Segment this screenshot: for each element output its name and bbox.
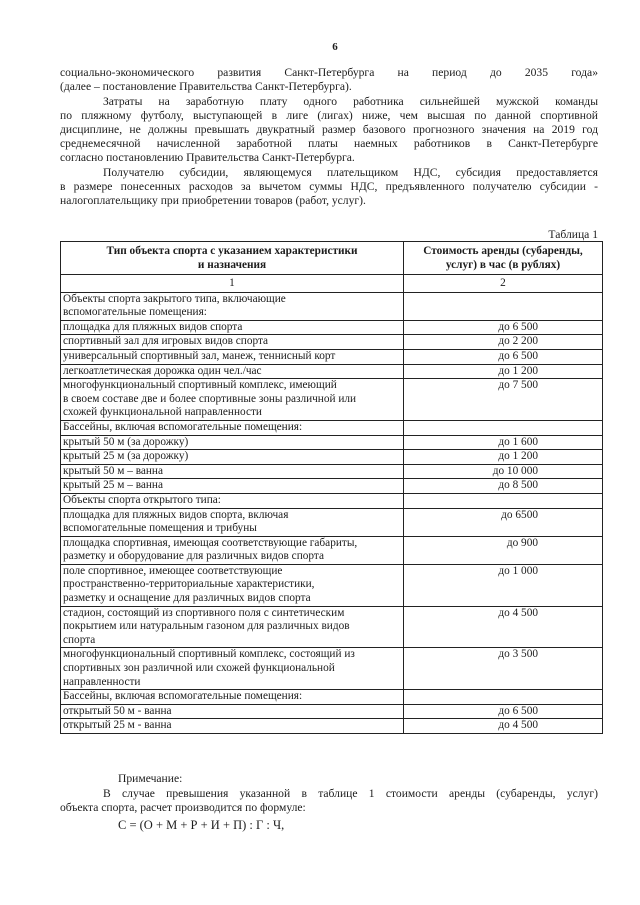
- object-type-line: спортивных зон различной или схожей функциональной: [63, 662, 335, 675]
- table-caption: Таблица 1: [548, 228, 598, 241]
- table-row: [61, 364, 603, 379]
- object-type-line: площадка спортивная, имеющая соответствующие габариты,: [63, 536, 358, 549]
- object-type-line: Объекты спорта закрытого типа, включающие: [63, 292, 286, 305]
- rental-price-cell: до 4 500: [404, 719, 603, 734]
- rental-price-cell: до 2 200: [404, 335, 603, 350]
- paragraph-vat: [60, 166, 598, 208]
- object-type-cell: [61, 450, 404, 465]
- paragraph-line: среднемесячной начисленной заработной платы наемных работников в Санкт-Петербурге: [60, 137, 598, 150]
- table-row: [61, 450, 603, 465]
- object-type-cell: [61, 719, 404, 734]
- header-line: и назначения: [197, 259, 267, 271]
- table-row: [61, 435, 603, 450]
- object-type-line: разметку и оснащение для различных видов спорта: [63, 592, 311, 605]
- object-type-cell: [61, 420, 404, 435]
- object-type-cell: [61, 435, 404, 450]
- object-type-cell: [61, 464, 404, 479]
- table-row: [61, 292, 603, 320]
- rental-price-cell: до 1 000: [404, 564, 603, 606]
- table-row: [61, 379, 603, 421]
- rental-price-cell: до 10 000: [404, 464, 603, 479]
- table-row: [61, 320, 603, 335]
- object-type-cell: [61, 648, 404, 690]
- paragraph-line: по пляжному футболу, выступающей в лиге (лигах) ниже, чем высшая по данной спортивной: [60, 109, 598, 122]
- rental-price-cell: до 6 500: [404, 320, 603, 335]
- note-line-2: объекта спорта, расчет производится по формуле:: [60, 801, 306, 814]
- column-number-1: 1: [61, 275, 404, 293]
- rental-price-cell: до 6 500: [404, 704, 603, 719]
- object-type-line: крытый 50 м (за дорожку): [63, 435, 189, 448]
- object-type-line: спортивный зал для игровых видов спорта: [63, 335, 269, 348]
- object-type-cell: [61, 320, 404, 335]
- rental-price-cell: до 6 500: [404, 349, 603, 364]
- object-type-cell: [61, 292, 404, 320]
- column-number-2: 2: [404, 275, 603, 293]
- object-type-line: поле спортивное, имеющее соответствующие: [63, 564, 283, 577]
- paragraph-line: налогоплательщику при приобретении товаров (работ, услуг).: [60, 194, 366, 207]
- note-heading: Примечание:: [118, 772, 183, 785]
- object-type-line: пространственно-территориальные характеристики,: [63, 578, 315, 591]
- object-type-line: вспомогательные помещения и трибуны: [63, 522, 257, 535]
- header-rental-cost: [404, 242, 603, 275]
- object-type-line: стадион, состоящий из спортивного поля с синтетическим: [63, 606, 345, 619]
- page-number: 6: [332, 41, 338, 53]
- object-type-line: в своем составе две и более спортивные зоны различной или: [63, 392, 357, 405]
- object-type-cell: [61, 690, 404, 705]
- table-row: [61, 704, 603, 719]
- paragraph-line: в размере понесенных расходов за вычетом суммы НДС, предъявленного получателю субсидии -: [60, 180, 598, 193]
- object-type-cell: [61, 349, 404, 364]
- object-type-cell: [61, 364, 404, 379]
- rental-price-cell: до 3 500: [404, 648, 603, 690]
- object-type-line: универсальный спортивный зал, манеж, теннисный корт: [63, 349, 336, 362]
- object-type-line: направленности: [63, 675, 141, 688]
- header-line: Тип объекта спорта с указанием характеристики: [106, 245, 358, 257]
- rental-price-cell: до 1 600: [404, 435, 603, 450]
- table-row: [61, 479, 603, 494]
- paragraph-line: согласно постановлению Правительства Санкт-Петербурга.: [60, 151, 355, 164]
- rental-price-cell: до 8 500: [404, 479, 603, 494]
- object-type-line: площадка для пляжных видов спорта: [63, 320, 243, 333]
- object-type-line: схожей функциональной направленности: [63, 406, 262, 419]
- object-type-cell: [61, 704, 404, 719]
- object-type-cell: [61, 335, 404, 350]
- object-type-cell: [61, 508, 404, 536]
- object-type-line: разметку и оборудование для различных видов спорта: [63, 550, 324, 563]
- table-row: [61, 420, 603, 435]
- table-row: [61, 464, 603, 479]
- object-type-line: открытый 25 м - ванна: [63, 719, 172, 732]
- table-row: [61, 536, 603, 564]
- intro-line-1: социально-экономического развития Санкт-Петербурга на период до 2035 года»: [60, 66, 598, 79]
- object-type-line: многофункциональный спортивный комплекс, имеющий: [63, 379, 337, 392]
- rental-price-cell: [404, 420, 603, 435]
- object-type-line: спорта: [63, 633, 96, 646]
- note-line-1: В случае превышения указанной в таблице 1 стоимости аренды (субаренды, услуг): [103, 787, 598, 800]
- object-type-line: открытый 50 м - ванна: [63, 704, 172, 717]
- table-row: [61, 508, 603, 536]
- table-header-row: [61, 242, 603, 275]
- object-type-line: Объекты спорта открытого типа:: [63, 493, 221, 506]
- object-type-line: Бассейны, включая вспомогательные помещения:: [63, 420, 303, 433]
- table-row: [61, 690, 603, 705]
- object-type-cell: [61, 479, 404, 494]
- table-row: [61, 606, 603, 648]
- table-row: [61, 335, 603, 350]
- paragraph-line: Получателю субсидии, являющемуся плательщиком НДС, субсидия предоставляется: [103, 166, 598, 179]
- object-type-line: крытый 50 м – ванна: [63, 464, 163, 477]
- paragraph-line: дисциплине, не должны превышать двукратный размер базового прогнозного значения на 2019 год: [60, 123, 598, 136]
- intro-line-2: (далее – постановление Правительства Санкт-Петербурга).: [60, 80, 352, 93]
- column-number-row: [61, 275, 603, 293]
- object-type-cell: [61, 379, 404, 421]
- table-row: [61, 719, 603, 734]
- table-row: [61, 648, 603, 690]
- table-row: [61, 493, 603, 508]
- object-type-line: крытый 25 м – ванна: [63, 479, 163, 492]
- rental-cost-table: [60, 241, 603, 734]
- rental-price-cell: [404, 493, 603, 508]
- object-type-cell: [61, 536, 404, 564]
- table-row: [61, 564, 603, 606]
- object-type-cell: [61, 493, 404, 508]
- object-type-line: покрытием или натуральным газоном для различных видов: [63, 620, 350, 633]
- cost-formula: С = (О + М + Р + И + П) : Г : Ч,: [118, 818, 285, 832]
- header-line: услуг) в час (в рублях): [445, 259, 561, 271]
- rental-price-cell: до 1 200: [404, 364, 603, 379]
- rental-price-cell: до 1 200: [404, 450, 603, 465]
- rental-price-cell: до 4 500: [404, 606, 603, 648]
- object-type-cell: [61, 564, 404, 606]
- rental-price-cell: до 900: [404, 536, 603, 564]
- object-type-cell: [61, 606, 404, 648]
- rental-price-cell: до 6500: [404, 508, 603, 536]
- rental-price-cell: [404, 690, 603, 705]
- object-type-line: Бассейны, включая вспомогательные помещения:: [63, 690, 303, 703]
- table-row: [61, 349, 603, 364]
- paragraph-salary: [60, 95, 598, 165]
- object-type-line: крытый 25 м (за дорожку): [63, 450, 189, 463]
- object-type-line: многофункциональный спортивный комплекс, состоящий из: [63, 648, 355, 661]
- rental-price-cell: до 7 500: [404, 379, 603, 421]
- rental-price-cell: [404, 292, 603, 320]
- header-object-type: [61, 242, 404, 275]
- object-type-line: вспомогательные помещения:: [63, 306, 207, 319]
- object-type-line: площадка для пляжных видов спорта, включая: [63, 508, 289, 521]
- header-line: Стоимость аренды (субаренды,: [423, 245, 583, 257]
- paragraph-line: Затраты на заработную плату одного работника сильнейшей мужской команды: [103, 95, 598, 108]
- object-type-line: легкоатлетическая дорожка один чел./час: [63, 364, 262, 377]
